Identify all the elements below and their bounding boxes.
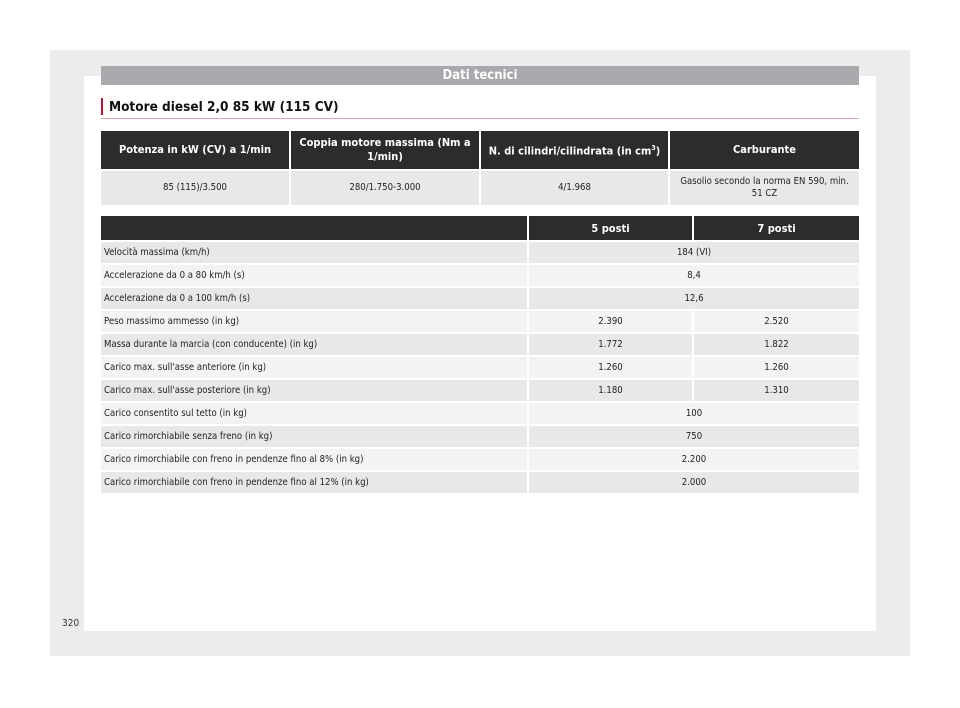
column-header-label xyxy=(101,216,529,240)
section-header: Dati tecnici xyxy=(101,66,859,85)
cell-torque: 280/1.750-3.000 xyxy=(291,169,481,205)
table-row xyxy=(101,240,859,263)
column-header-cylinders-close: ) xyxy=(655,144,661,158)
row-label: Carico rimorchiabile con freno in pendenze fino al 8% (in kg) xyxy=(101,447,529,470)
column-header-power: Potenza in kW (CV) a 1/min xyxy=(101,131,291,169)
table-header-row xyxy=(101,216,859,240)
table-row xyxy=(101,263,859,286)
row-label: Carico rimorchiabile senza freno (in kg) xyxy=(101,424,529,447)
row-label: Accelerazione da 0 a 100 km/h (s) xyxy=(101,286,529,309)
row-label: Accelerazione da 0 a 80 km/h (s) xyxy=(101,263,529,286)
table-row xyxy=(101,169,859,205)
table-row xyxy=(101,470,859,493)
row-value-7-seats: 1.310 xyxy=(694,378,859,401)
row-label: Carico consentito sul tetto (in kg) xyxy=(101,401,529,424)
performance-weights-table xyxy=(101,216,859,493)
row-value: 2.200 xyxy=(529,447,859,470)
row-value: 12,6 xyxy=(529,286,859,309)
table-row xyxy=(101,286,859,309)
row-value: 184 (VI) xyxy=(529,240,859,263)
page-number: 320 xyxy=(62,618,80,629)
row-label: Massa durante la marcia (con conducente) (in kg) xyxy=(101,332,529,355)
column-header-7-seats: 7 posti xyxy=(694,216,859,240)
row-value-7-seats: 2.520 xyxy=(694,309,859,332)
cell-cylinders: 4/1.968 xyxy=(481,169,670,205)
row-value: 8,4 xyxy=(529,263,859,286)
row-label: Peso massimo ammesso (in kg) xyxy=(101,309,529,332)
table-header-row xyxy=(101,131,859,169)
table-row xyxy=(101,401,859,424)
column-header-cylinders-text: N. di cilindri/cilindrata (in cm xyxy=(488,144,652,158)
row-value-5-seats: 1.772 xyxy=(529,332,694,355)
row-label: Carico max. sull'asse posteriore (in kg) xyxy=(101,378,529,401)
row-label: Carico rimorchiabile con freno in pendenze fino al 12% (in kg) xyxy=(101,470,529,493)
column-header-5-seats: 5 posti xyxy=(529,216,694,240)
row-label: Carico max. sull'asse anteriore (in kg) xyxy=(101,355,529,378)
table-row xyxy=(101,332,859,355)
row-value: 2.000 xyxy=(529,470,859,493)
table-row xyxy=(101,447,859,470)
cell-fuel: Gasolio secondo la norma EN 590, min. 51 CZ xyxy=(670,169,859,205)
row-value-7-seats: 1.822 xyxy=(694,332,859,355)
page-title: Motore diesel 2,0 85 kW (115 CV) xyxy=(109,99,339,115)
table-row xyxy=(101,309,859,332)
table-row xyxy=(101,355,859,378)
table-row xyxy=(101,424,859,447)
column-header-cylinders xyxy=(481,131,670,169)
row-value: 100 xyxy=(529,401,859,424)
cell-power: 85 (115)/3.500 xyxy=(101,169,291,205)
row-value-5-seats: 2.390 xyxy=(529,309,694,332)
row-value-5-seats: 1.180 xyxy=(529,378,694,401)
title-accent-bar xyxy=(101,98,103,115)
table-row xyxy=(101,378,859,401)
row-label: Velocità massima (km/h) xyxy=(101,240,529,263)
column-header-torque: Coppia motore massima (Nm a 1/min) xyxy=(291,131,481,169)
superscript: 3 xyxy=(651,144,656,153)
page-title-block xyxy=(101,96,859,119)
engine-specs-table xyxy=(101,131,859,205)
row-value-5-seats: 1.260 xyxy=(529,355,694,378)
column-header-fuel: Carburante xyxy=(670,131,859,169)
row-value-7-seats: 1.260 xyxy=(694,355,859,378)
row-value: 750 xyxy=(529,424,859,447)
